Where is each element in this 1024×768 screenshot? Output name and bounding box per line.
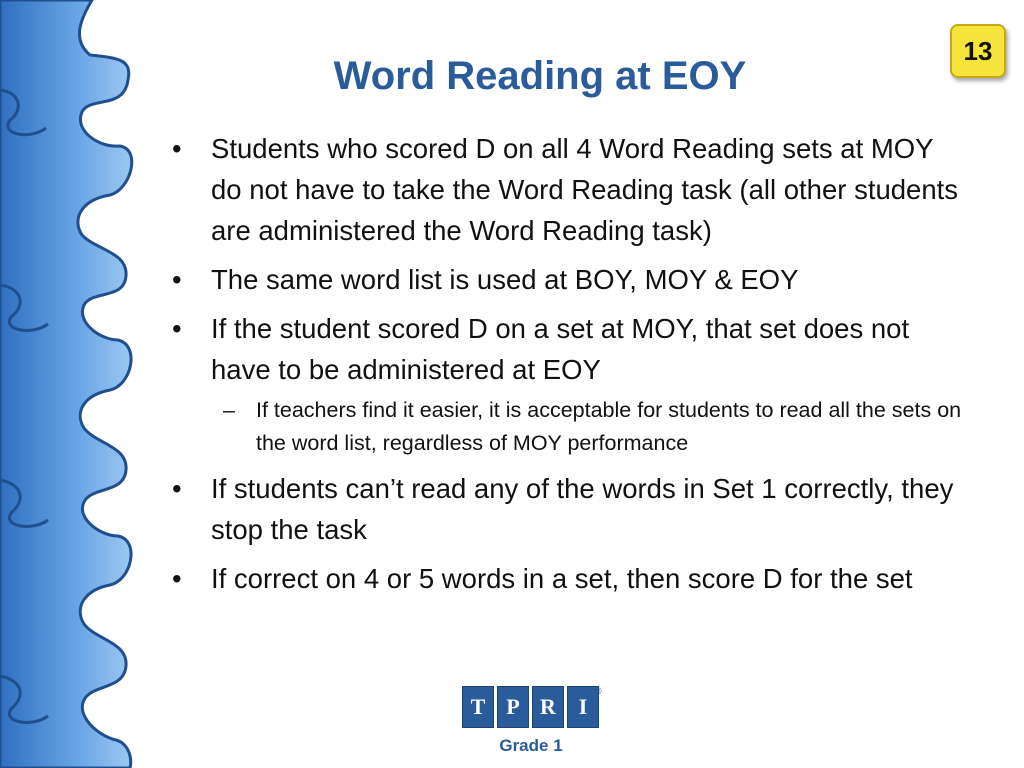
bullet-item <box>168 468 968 550</box>
grade-label: Grade 1 <box>499 736 563 755</box>
logo-letter: P <box>497 686 529 728</box>
bullet-item <box>168 128 968 251</box>
sub-bullet-item <box>211 394 968 460</box>
puzzle-border-decoration <box>0 0 160 768</box>
bullet-item <box>168 558 968 599</box>
bullet-text: If the student scored D on a set at MOY, that set does not have to be administered at EOY <box>211 313 910 385</box>
bullet-text: If correct on 4 or 5 words in a set, then score D for the set <box>211 563 913 594</box>
bullet-text: Students who scored D on all 4 Word Reading sets at MOY do not have to take the Word Reading task (all other students are administered the Word Reading task) <box>211 133 959 246</box>
page-number: 13 <box>963 35 993 66</box>
slide-title: Word Reading at EOY <box>333 54 747 98</box>
logo-letter-boxes <box>462 686 602 728</box>
bullet-list <box>168 128 968 607</box>
registered-mark: ® <box>595 686 602 696</box>
bullet-text: If students can’t read any of the words in Set 1 correctly, they stop the task <box>211 473 954 545</box>
bullet-text: The same word list is used at BOY, MOY & EOY <box>211 264 799 295</box>
logo-letter: I <box>567 686 599 728</box>
sub-bullet-list <box>211 394 968 460</box>
bullet-item <box>168 308 968 460</box>
tpri-logo <box>462 686 602 766</box>
bullet-item <box>168 259 968 300</box>
sub-bullet-text: If teachers find it easier, it is acceptable for students to read all the sets on the word list, regardless of MOY performance <box>256 398 962 455</box>
logo-letter: R <box>532 686 564 728</box>
logo-letter: T <box>462 686 494 728</box>
page-number-badge <box>950 24 1006 78</box>
